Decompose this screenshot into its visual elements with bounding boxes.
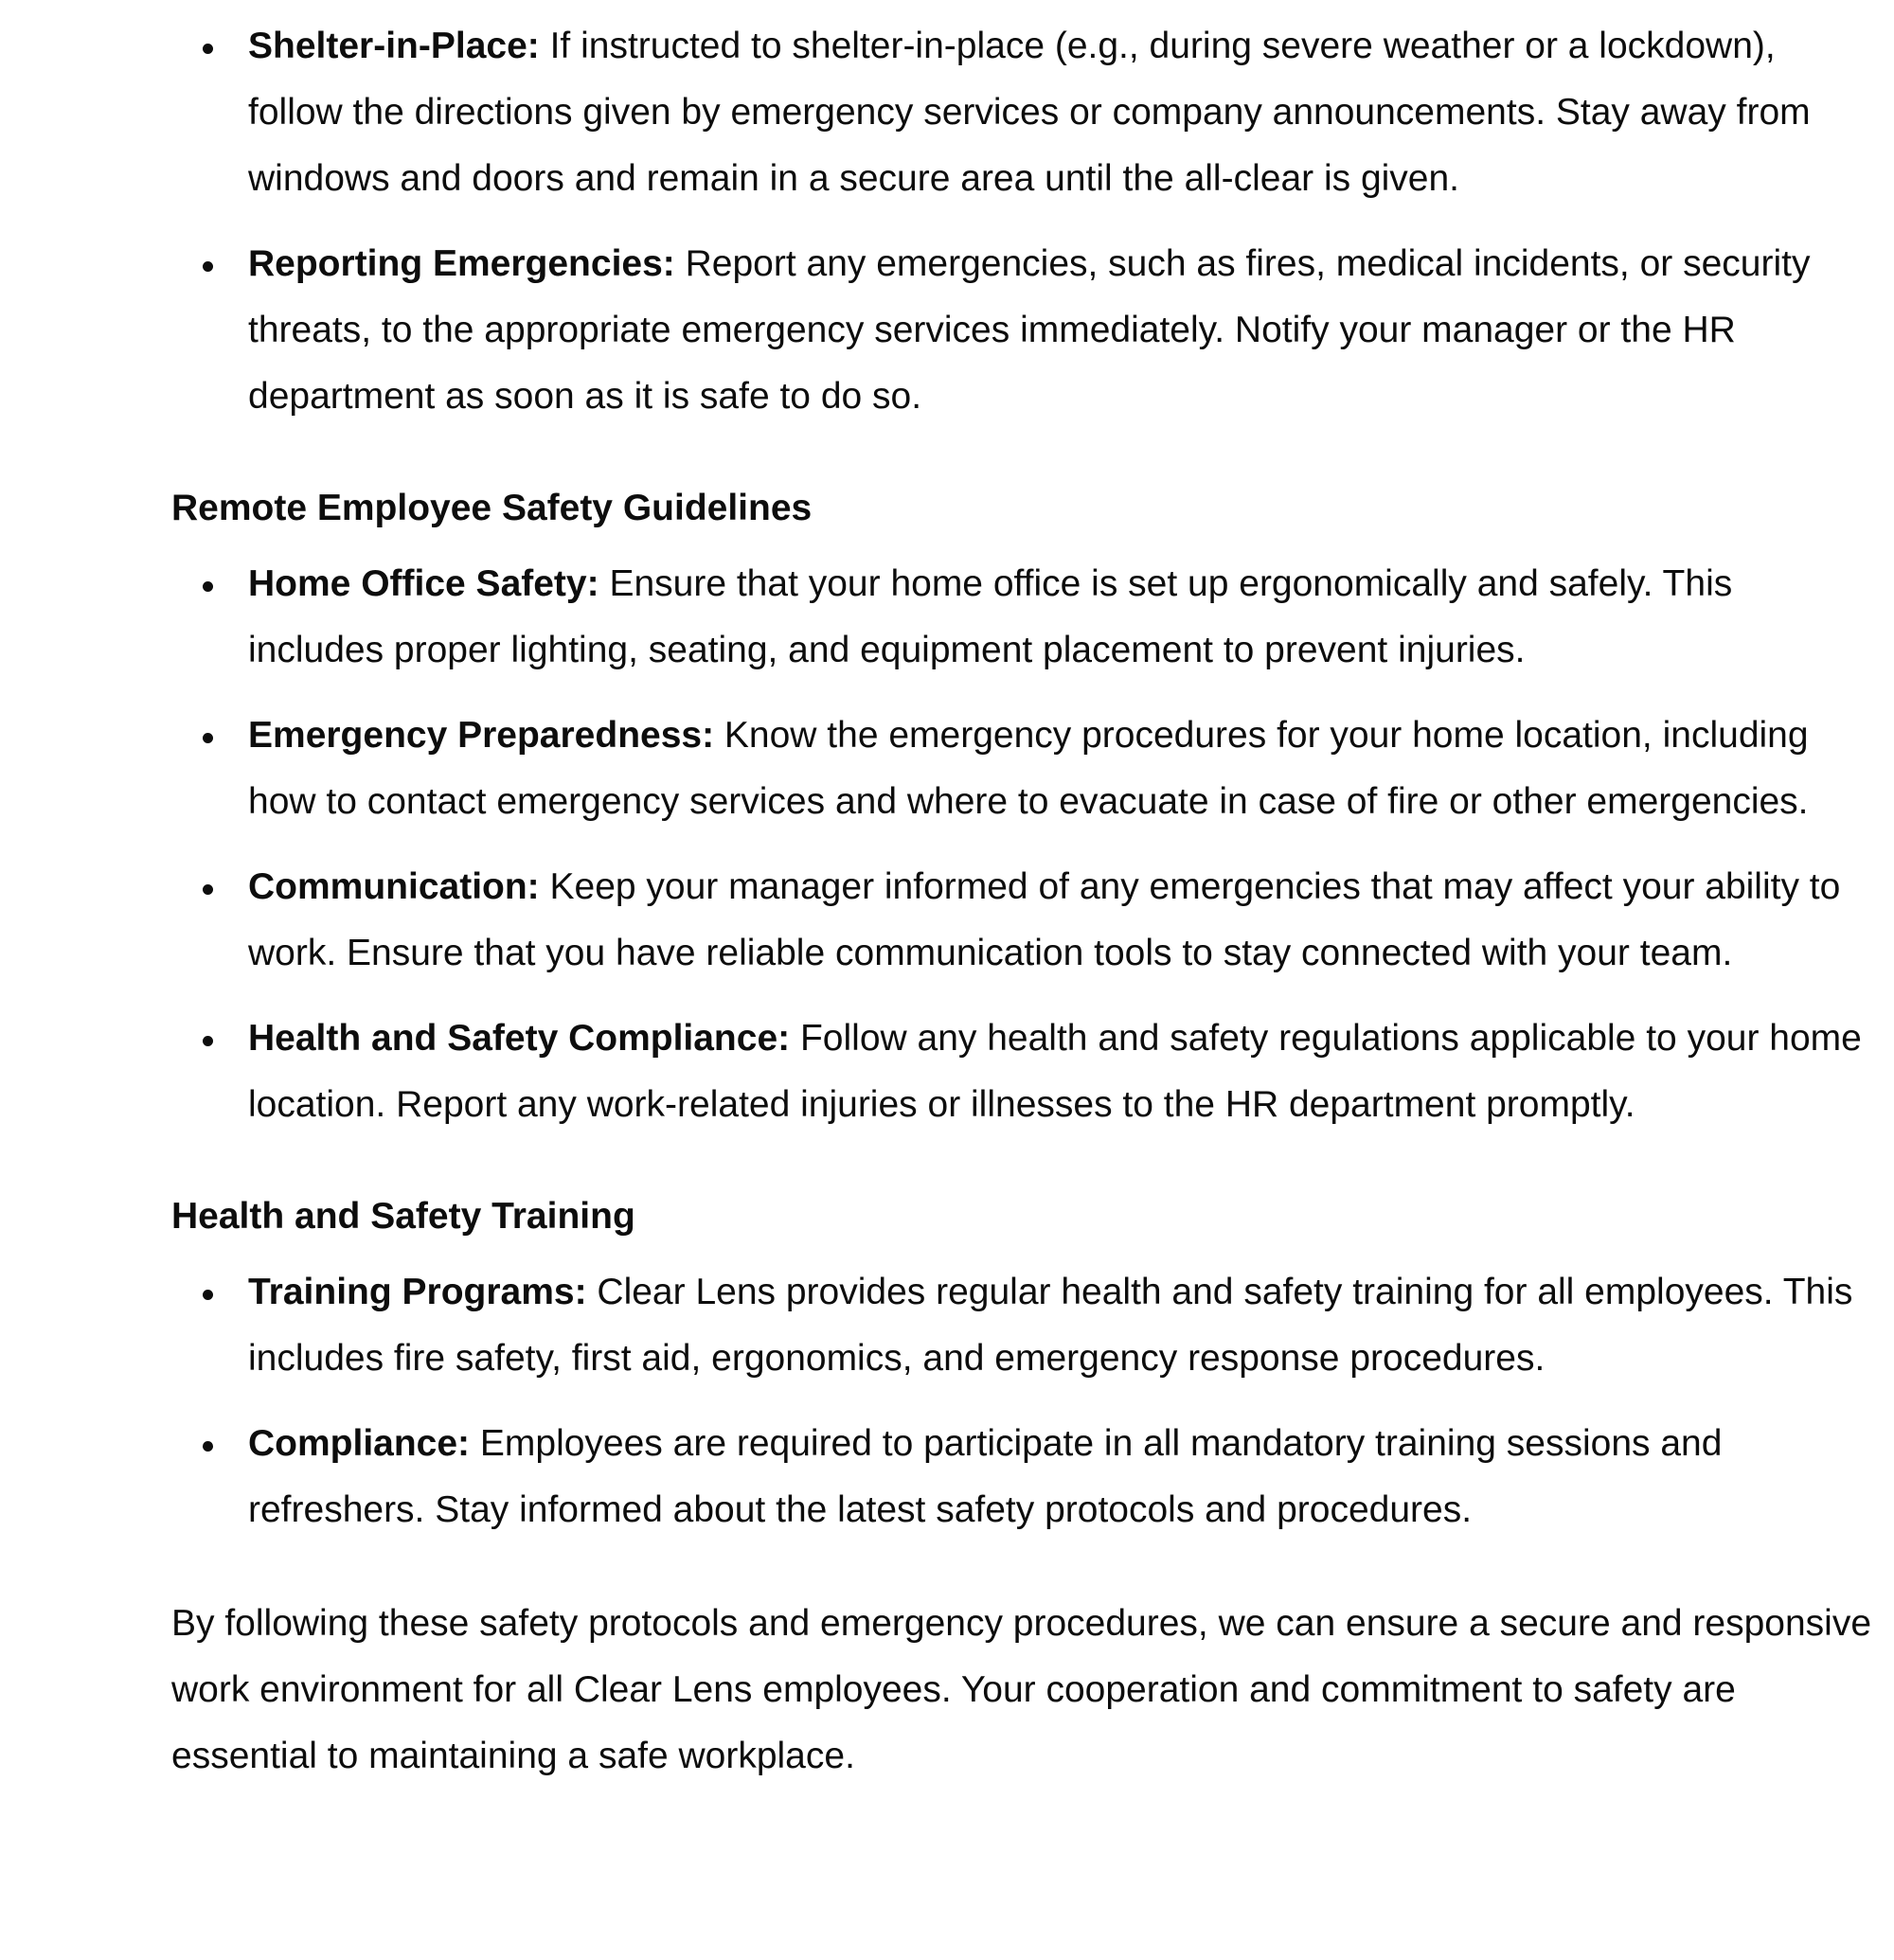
item-term: Emergency Preparedness: xyxy=(248,715,715,756)
section-heading-training: Health and Safety Training xyxy=(171,1196,635,1237)
item-text: If instructed to shelter-in-place (e.g., during severe weather or a lockdown), follow the directions given by emergency services or company announcements. Stay away from windows and doors and remain in a secure area until the all-clear is given. xyxy=(248,26,1811,199)
item-text: Follow any health and safety regulations applicable to your home location. Report any work-related injuries or illnesses to the HR department promptly. xyxy=(248,1018,1862,1125)
list-item xyxy=(171,1411,1876,1543)
item-term: Reporting Emergencies: xyxy=(248,243,675,284)
remote-bullet-list xyxy=(171,551,1876,1138)
list-item xyxy=(171,854,1876,987)
item-text: Keep your manager informed of any emergencies that may affect your ability to work. Ensure that you have reliable communication tools to stay connected with your team. xyxy=(248,866,1841,973)
bullet-icon xyxy=(203,1441,213,1452)
closing-paragraph: By following these safety protocols and emergency procedures, we can ensure a secure and responsive work environment for all Clear Lens employees. Your cooperation and commitment to safety are essential to maintaining a safe workplace. xyxy=(171,1603,1872,1776)
bullet-icon xyxy=(203,733,213,743)
bullet-icon xyxy=(203,884,213,895)
training-bullet-list xyxy=(171,1259,1876,1543)
document-body xyxy=(171,0,1876,1790)
item-text: Ensure that your home office is set up ergonomically and safely. This includes proper lighting, seating, and equipment placement to prevent injuries. xyxy=(248,563,1733,670)
item-text: Clear Lens provides regular health and safety training for all employees. This includes fire safety, first aid, ergonomics, and emergency response procedures. xyxy=(248,1272,1853,1379)
item-term: Health and Safety Compliance: xyxy=(248,1018,791,1059)
item-term: Home Office Safety: xyxy=(248,563,599,604)
bullet-icon xyxy=(203,44,213,54)
item-text: Know the emergency procedures for your home location, including how to contact emergency services and where to evacuate in case of fire or other emergencies. xyxy=(248,715,1809,822)
section-heading-remote: Remote Employee Safety Guidelines xyxy=(171,488,813,528)
list-item xyxy=(171,551,1876,684)
bullet-icon xyxy=(203,261,213,272)
list-item xyxy=(171,1259,1876,1392)
list-item xyxy=(171,1006,1876,1138)
item-term: Compliance: xyxy=(248,1423,471,1464)
top-bullet-list xyxy=(171,13,1876,430)
item-term: Training Programs: xyxy=(248,1272,587,1312)
bullet-icon xyxy=(203,581,213,592)
list-item xyxy=(171,703,1876,835)
item-term: Shelter-in-Place: xyxy=(248,26,540,66)
list-item xyxy=(171,231,1876,430)
bullet-icon xyxy=(203,1290,213,1300)
list-item xyxy=(171,13,1876,212)
item-text: Report any emergencies, such as fires, medical incidents, or security threats, to the appropriate emergency services immediately. Notify your manager or the HR department as soon as it is safe to do so. xyxy=(248,243,1811,417)
bullet-icon xyxy=(203,1036,213,1046)
item-text: Employees are required to participate in all mandatory training sessions and refreshers. Stay informed about the latest safety protocols and procedures. xyxy=(248,1423,1723,1530)
item-term: Communication: xyxy=(248,866,540,907)
